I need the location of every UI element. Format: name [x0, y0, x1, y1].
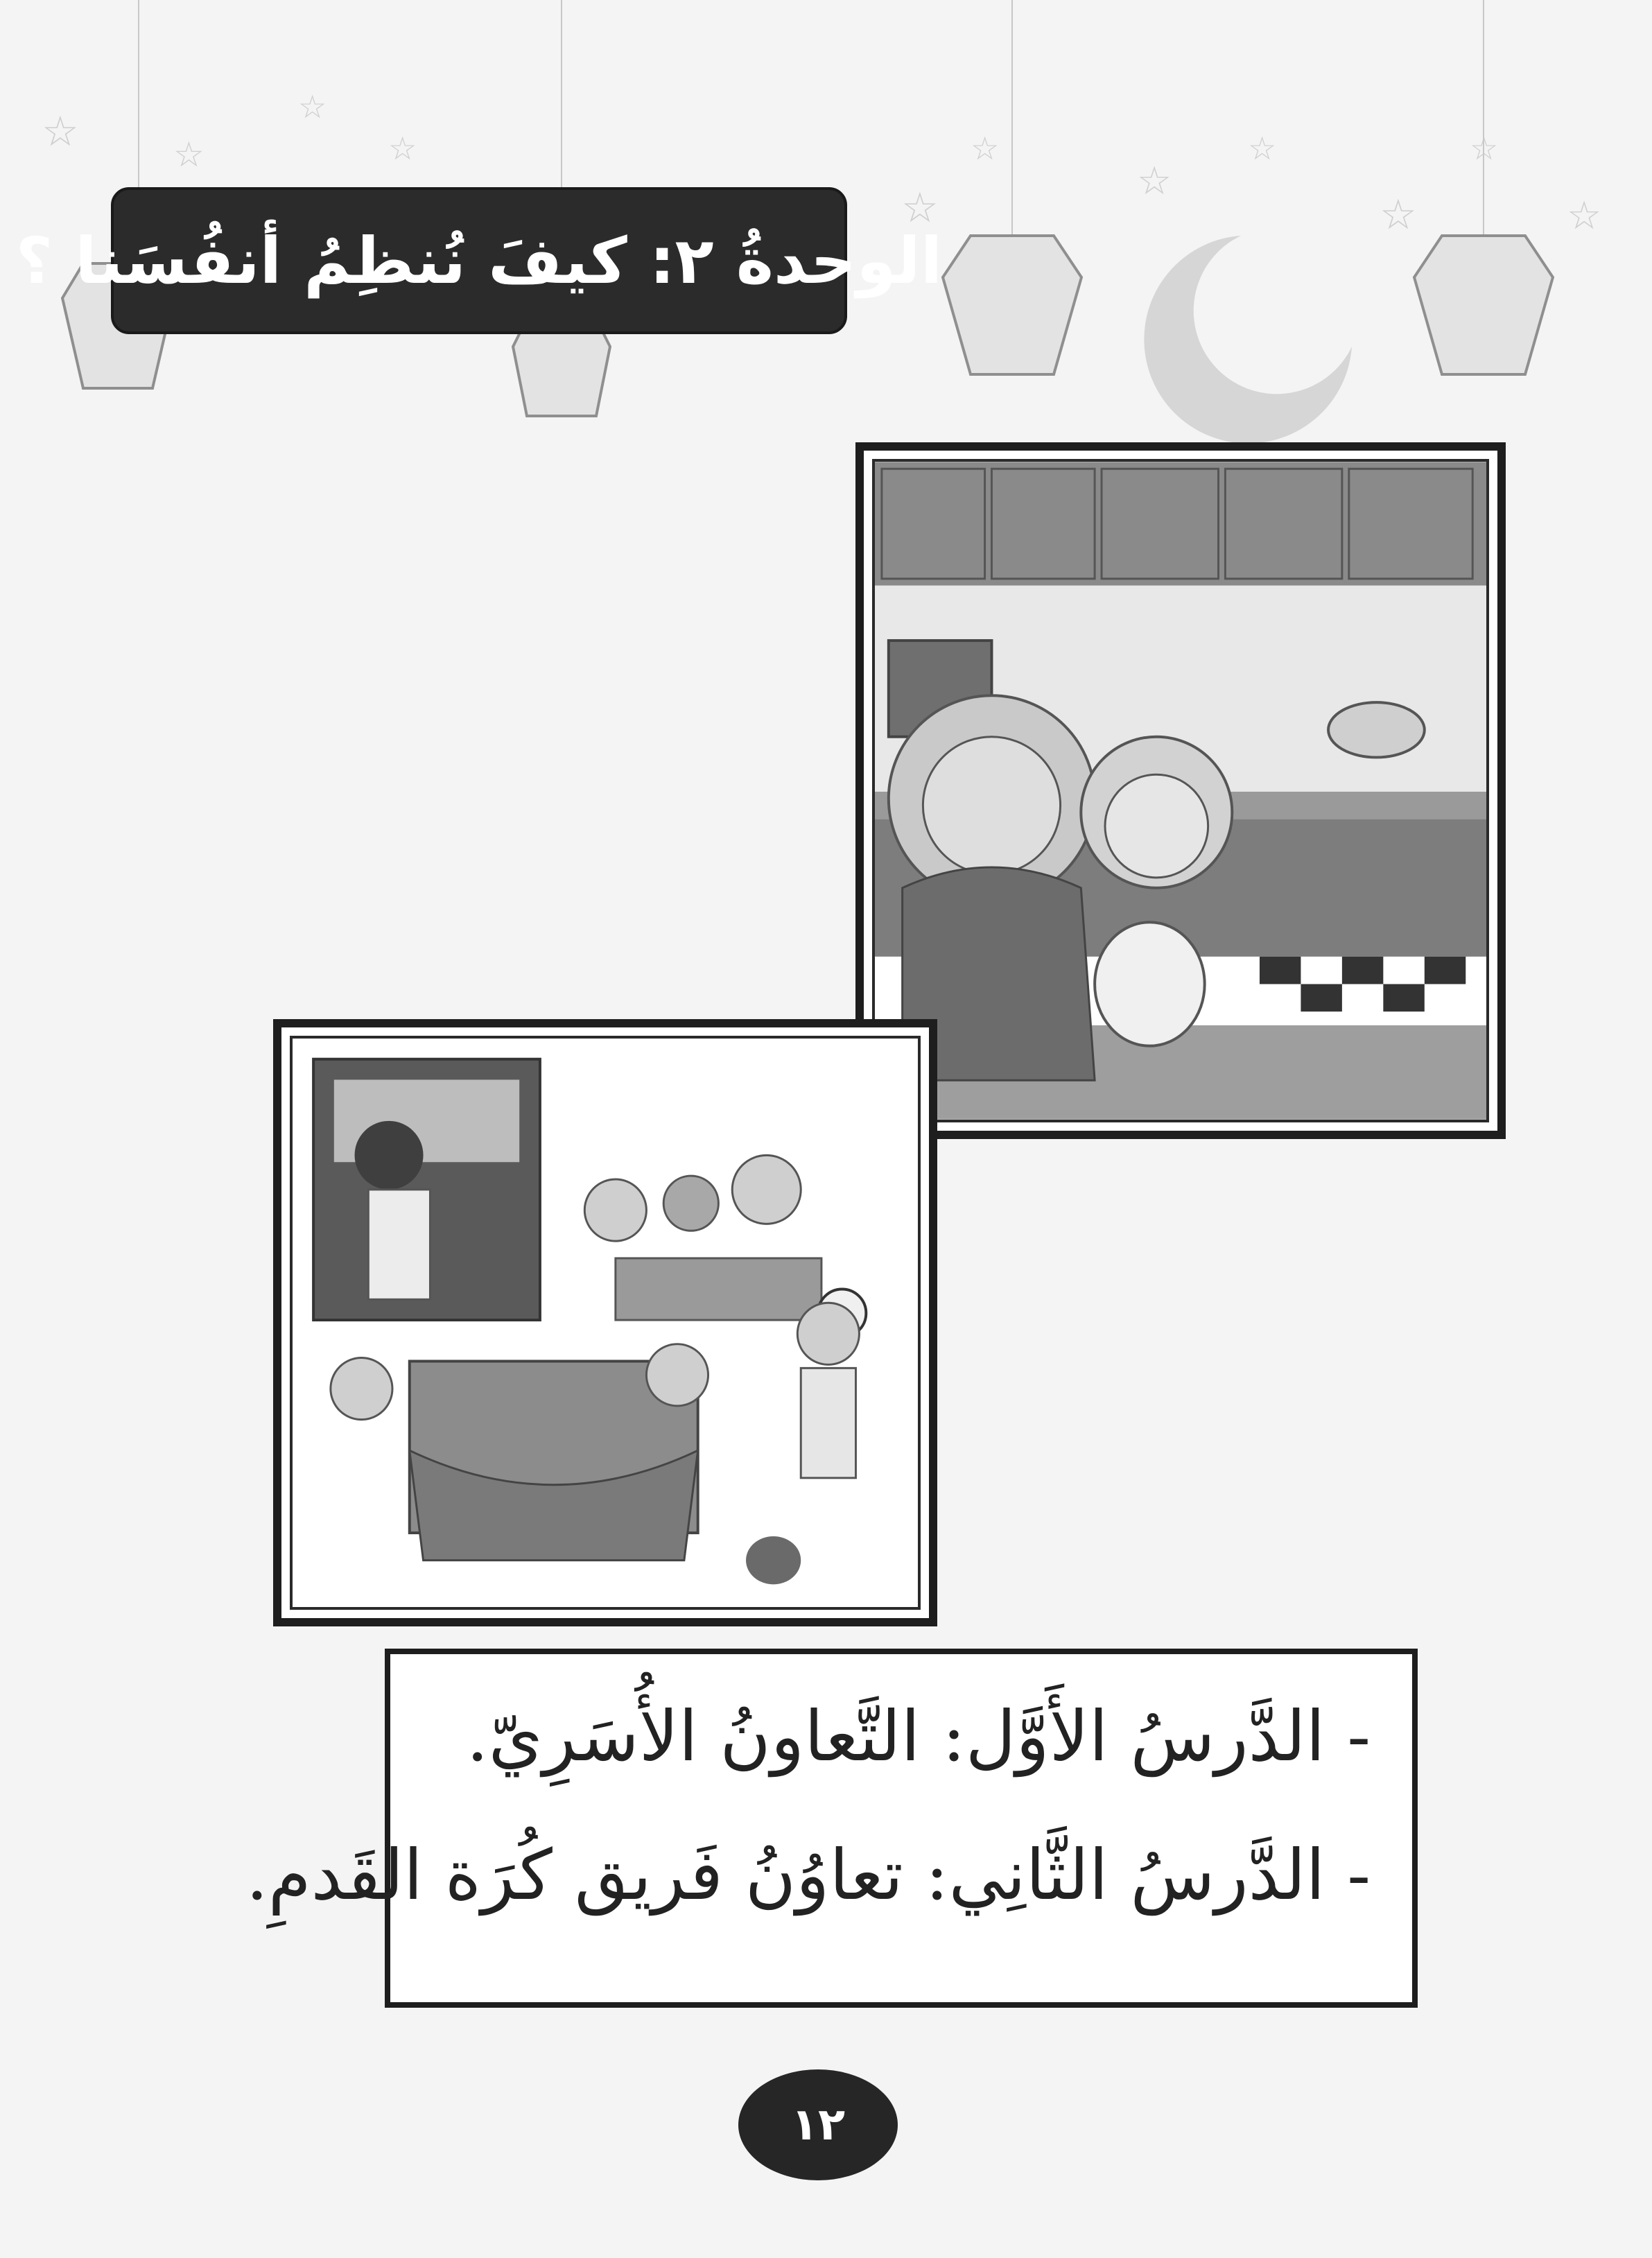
- svg-text:☆: ☆: [901, 184, 939, 232]
- svg-text:☆: ☆: [173, 134, 205, 175]
- svg-text:☆: ☆: [1380, 191, 1417, 239]
- mother-daughter-washing-dishes-image: [875, 462, 1486, 1120]
- unit-title: الوحدةُ ٢: كيفَ نُنظِمُ أنفُسَنا ؟: [15, 223, 943, 298]
- lesson-item-2: - الدَّرسُ الثَّانِي: تعاوُنُ فَريق كُرَة القَدمِ.: [245, 1834, 1371, 1916]
- unit-title-banner: [15, 187, 943, 334]
- kitchen-illustration-frame: [855, 442, 1506, 1139]
- svg-text:☆: ☆: [42, 107, 79, 156]
- lessons-list-box: [245, 1649, 1418, 2008]
- page-number-badge: [738, 2069, 898, 2180]
- lesson-item-1: - الدَّرسُ الأَوَّل: التَّعاونُ الأُسَرِيّ.: [466, 1696, 1371, 1777]
- children-doing-chores-image: [293, 1039, 918, 1607]
- page-number: ١٢: [790, 2099, 846, 2151]
- svg-text:☆: ☆: [388, 130, 417, 167]
- svg-text:☆: ☆: [971, 130, 1000, 167]
- chores-illustration-frame: [273, 1019, 937, 1626]
- svg-text:☆: ☆: [298, 88, 327, 125]
- svg-text:☆: ☆: [1248, 130, 1277, 167]
- svg-text:☆: ☆: [1470, 130, 1499, 167]
- svg-text:☆: ☆: [1137, 159, 1172, 204]
- svg-text:☆: ☆: [1567, 193, 1602, 238]
